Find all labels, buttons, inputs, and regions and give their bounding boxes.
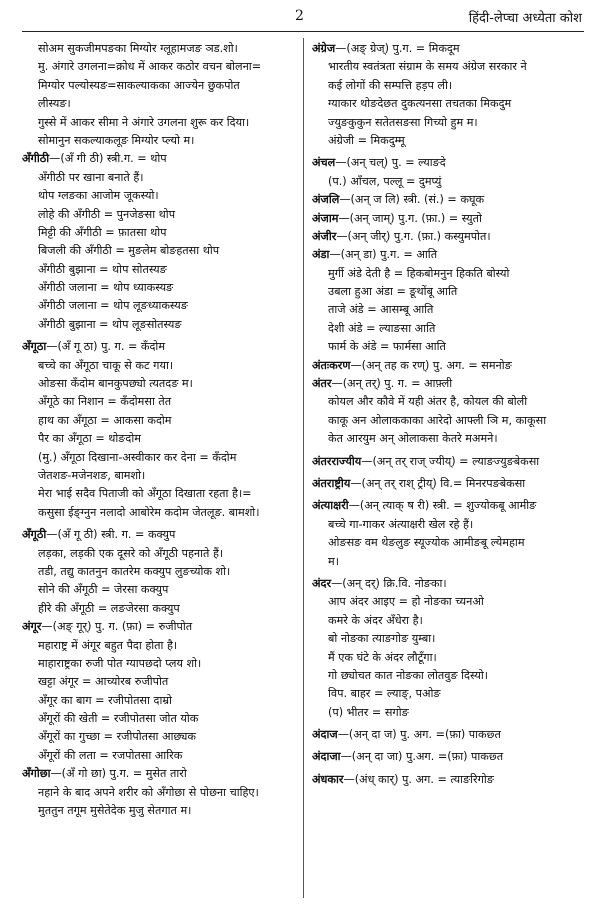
headword: अंदाजा <box>312 750 341 764</box>
entry-headword-line <box>312 357 588 375</box>
entry-text: हीरे की अँगूठी = लङजेरसा कक्युप <box>38 601 180 615</box>
entry-text: हाथ का अँगूठा = आकसा कदोम <box>38 413 172 427</box>
entry-text: उबला हुआ अंडा = ङूथोंबू आति <box>328 285 458 299</box>
entry-text: ओङसा कँदोम बानकुपछ्यो त्यतदङ म। <box>38 377 193 391</box>
entry-text-line <box>312 173 588 191</box>
headword: अंतर <box>312 377 332 391</box>
entry-text: अँगूरों का गुच्छा = रजीपोतसा आछ्यक <box>38 730 197 744</box>
entry-definition: —(अँ गो छा) पु.ग. = मुसेत तारो <box>50 767 187 781</box>
entry-text: माहाराष्ट्रका रुजी पोत ग्यापछदो प्लय शो। <box>38 656 202 670</box>
entry-text-line <box>22 58 298 76</box>
entry-text: अँगूरों की खेती = रजीपोतसा जोत योक <box>38 712 199 726</box>
entry-definition: —(अँ गू ठा) पु. ग. = कँदोम <box>46 340 166 354</box>
entry-text: ग्याकार थोङदेछत दुकत्यनसा तचतका मिकदुम <box>328 97 512 111</box>
entry-definition: —(अँ गी ठी) स्त्री.ग. = थोप <box>49 152 167 166</box>
entry-definition: —(अन् तर् राज् ज्यीय्) = ल्याङज्युङबेकसा <box>361 454 540 468</box>
page-number: 2 <box>295 8 304 24</box>
entry-text-line <box>312 283 588 301</box>
entry-text: जेतशङ-मजेनशङ, बामशो। <box>38 468 146 482</box>
entry-headword-line <box>312 575 588 593</box>
entry-text: अंग्रेजी = मिकदुम्मू <box>328 133 405 147</box>
left-column <box>22 40 298 820</box>
entry-definition: —(अन् दा ज) पु. अग. =(फ़ा) पाकछ्त <box>337 728 501 742</box>
entry-text-line <box>22 77 298 95</box>
entry-text-line <box>22 412 298 430</box>
entry-text-line <box>22 600 298 618</box>
entry-text-line <box>22 728 298 746</box>
entry-text: केत आरयुम अन् ओलाकसा केतरे मअमने। <box>328 432 498 446</box>
entry-text: खट्टा अंगूर = आच्योरब रुजीपोत <box>38 675 169 689</box>
entry-text: लीस्यङ। <box>38 97 71 111</box>
entry-headword-line <box>22 618 298 636</box>
entry-text-line <box>22 802 298 820</box>
entry-text: मैं एक घंटे के अंदर लौटूँगा। <box>328 650 437 664</box>
entry-text: अँगूरों की लता = रजपोतसा आरिक <box>38 748 183 762</box>
entry-text-line <box>22 485 298 503</box>
headword: अंतरराज्यीय <box>312 454 362 468</box>
entry-text: अँगीठी जलाना = थोप लूङध्याकस्यङ <box>38 299 188 313</box>
entry-text-line <box>22 430 298 448</box>
entry-text-line <box>312 704 588 722</box>
entry-text: कई लोगों की सम्पत्ति हड़प ली। <box>328 78 453 92</box>
entry-text: बो नोङका त्याङगोङ युम्बा। <box>328 632 436 646</box>
entry-text-line <box>312 301 588 319</box>
entry-text-line <box>312 685 588 703</box>
entry-text: नहाने के बाद अपने शरीर को अँगोछा से पोछना चाहिए। <box>38 785 259 799</box>
entry-definition: —(अन् डा) पु.ग. = आति <box>329 248 438 262</box>
entry-headword-line <box>312 228 588 246</box>
entry-text-line <box>22 504 298 522</box>
entry-headword-line <box>312 154 588 172</box>
entry-text: भारतीय स्वतंत्रता संग्राम के समय अंग्रेज सरकार ने <box>328 60 527 74</box>
headword: अंतराष्ट्रीय <box>312 476 351 490</box>
entry-text-line <box>312 612 588 630</box>
entry-text: (मु.) अँगूठा दिखाना-अस्वीकार कर देना = कँदोम <box>38 450 237 464</box>
entry-text: अँगीठी पर खाना बनाते हैं। <box>38 170 144 184</box>
headword: अँगूठा <box>22 340 47 354</box>
entry-text-line <box>312 77 588 95</box>
entry-text-line <box>22 114 298 132</box>
entry-definition: —(अङ् गूर्) पु. ग. (फ़ा) = रुजीपोत <box>41 620 193 634</box>
entry-definition: —(अन् दर्) क्रि.वि. नोङका। <box>331 576 447 590</box>
headword: अंदर <box>312 576 332 590</box>
entry-text-line <box>312 534 588 552</box>
entry-text-line <box>22 467 298 485</box>
entry-text: बिजली की अँगीठी = मुङलेम बोङहतसा थोप <box>38 244 220 258</box>
entry-text-line <box>312 132 588 150</box>
entry-definition: —(अन् तह क रण्) पु. अग. = समनोङ <box>350 358 512 372</box>
entry-text-line <box>22 40 298 58</box>
headword: अंजाम <box>312 211 339 225</box>
entry-text: सोअम सुकजीमपङका मिग्योर ग्लूहामजङ ञड.शो। <box>38 42 238 55</box>
entry-text-line <box>312 553 588 571</box>
entry-text: गो छ्योचत कात नोङका लोतवुङ दिस्यो। <box>328 668 488 682</box>
headword: अंजलि <box>312 193 340 207</box>
entry-text-line <box>22 545 298 563</box>
entry-text-line <box>22 169 298 187</box>
entry-text: काकू अन ओलाककाका आरेदो आफ्ली ञि म, काकूसा <box>328 413 547 427</box>
entry-text-line <box>312 95 588 113</box>
entry-text-line <box>22 316 298 334</box>
entry-text-line <box>22 357 298 375</box>
entry-text-line <box>312 338 588 356</box>
entry-text-line <box>22 95 298 113</box>
entry-text-line <box>22 206 298 224</box>
entry-text-line <box>22 297 298 315</box>
entry-text-line <box>312 649 588 667</box>
entry-text-line <box>312 430 588 448</box>
entry-text: ओङसङ वम थेङलुङ स्यूज्योक आमीङबू ल्येमहाम <box>328 536 525 550</box>
entry-headword-line <box>22 526 298 544</box>
entry-text-line <box>312 516 588 534</box>
entry-text-line <box>22 581 298 599</box>
entry-text: सोने की अँगूठी = जेरसा कक्युप <box>38 583 169 597</box>
entry-text-line <box>22 655 298 673</box>
entry-text: बच्चे गा-गाकर अंत्याक्षरी खेल रहे हैं। <box>328 517 474 531</box>
entry-text: महाराष्ट्र में अंगूर बहुत पैदा होता है। <box>38 638 178 652</box>
entry-text: (प) भीतर = सगोङ <box>328 705 409 719</box>
entry-text: म। <box>328 554 339 568</box>
entry-text-line <box>312 412 588 430</box>
entry-definition: —(अंध् कार्) पु. अग. = त्याङरिगोङ <box>343 772 494 786</box>
entry-text: फार्म के अंडे = फार्मसा आति <box>328 340 446 354</box>
entry-text-line <box>22 673 298 691</box>
entry-definition: —(अन् जीर्) पु.ग. (फ़ा.) कस्युमपोत। <box>336 229 491 243</box>
entry-text-line <box>22 747 298 765</box>
entry-definition: —(अँ गू ठी) स्त्री. ग. = कक्युप <box>46 528 176 542</box>
entry-text-line <box>22 261 298 279</box>
entry-text: ज्युङकुकुन सतेतसङसा गिच्यो हुम म। <box>328 115 478 129</box>
entry-headword-line <box>312 375 588 393</box>
entry-text-line <box>22 784 298 802</box>
entry-text: अँगूठे का निशान = कँदोमसा तेत <box>38 395 172 409</box>
entry-text: अँगीठी बुझाना = थोप सोतस्यङ <box>38 262 167 276</box>
entry-text: तडी, तद्यु कातनुन कातरेम कक्युप लुङच्योक शो। <box>38 564 231 578</box>
entry-text: अँगूर का बाग = रजीपोतसा दाम्रो <box>38 693 172 707</box>
entry-text: गुस्से में आकर सीमा ने अंगारे उगलना शुरू कर दिया। <box>38 115 250 129</box>
entry-text-line <box>22 242 298 260</box>
entry-text-line <box>22 187 298 205</box>
headword: अंगूर <box>22 620 42 634</box>
column-divider <box>303 38 304 898</box>
entry-text: कसुसा ईङ्ग्नुन नलादो आबोरेम कदोम जेतलूङ. बामशो। <box>38 505 260 519</box>
entry-text-line <box>312 114 588 132</box>
entry-text-line <box>22 449 298 467</box>
entry-text-line <box>22 375 298 393</box>
entry-text-line <box>312 593 588 611</box>
entry-text: लड़का, लड़की एक दूसरे को अँगूठी पहनाते हैं। <box>38 546 224 560</box>
entry-headword-line <box>312 246 588 264</box>
headword: अंधकार <box>312 772 344 786</box>
entry-text: लोहे की अँगीठी = पुनजेङसा थोप <box>38 207 176 221</box>
page-header <box>0 8 600 32</box>
entry-text: कमरे के अंदर अँधेरा है। <box>328 613 423 627</box>
entry-text: मुर्गी अंडे देती है = हिकबोमनुन हिकति बोस्यो <box>328 266 510 280</box>
right-column <box>312 40 588 789</box>
entry-text: कोयल और कौवे में यही अंतर है, कोयल की बोली <box>328 395 528 409</box>
entry-text-line <box>312 667 588 685</box>
entry-text: मिग्योर पल्योस्यङ=साकल्याकका आज्येन छुकपोत <box>38 78 240 92</box>
entry-text-line <box>312 58 588 76</box>
headword: अंचल <box>312 156 336 170</box>
entry-definition: —(अङ् ग्रेज्) पु.ग. = मिकदूम <box>335 42 460 55</box>
headword: अंतःकरण <box>312 358 351 372</box>
entry-text: मेरा भाई सदैव पिताजी को अँगूठा दिखाता रहता है।= <box>38 487 252 501</box>
entry-headword-line <box>312 191 588 209</box>
headword: अंडा <box>312 248 330 262</box>
entry-text-line <box>22 563 298 581</box>
entry-text-line <box>312 265 588 283</box>
entry-headword-line <box>312 453 588 471</box>
entry-headword-line <box>312 475 588 493</box>
headword: अँगोछा <box>22 767 51 781</box>
entry-text: देशी अंडे = ल्याङसा आति <box>328 321 436 335</box>
entry-text: मुततुन तगूम मुसेतेदेक मुजु सेतगात म। <box>38 804 192 818</box>
headword: अँगीठी <box>22 152 50 166</box>
entry-headword-line <box>22 150 298 168</box>
entry-headword-line <box>312 40 588 58</box>
entry-definition: —(अन् ज लि) स्त्री. (सं.) = कघूक <box>339 193 485 207</box>
headword: अंदाज <box>312 728 338 742</box>
entry-text: विप. बाहर = ल्याङ्, पओङ <box>328 687 441 701</box>
headword: अंजीर <box>312 229 337 243</box>
entry-headword-line <box>312 771 588 789</box>
entry-text-line <box>312 393 588 411</box>
entry-headword-line <box>312 748 588 766</box>
entry-text: पैर का अँगूठा = थोङदोम <box>38 432 141 446</box>
entry-definition: —(अन् तर् राश् ट्रीय्) वि.= मिनरपङबेकसा <box>350 476 526 490</box>
headword: अंत्याक्षरी <box>312 499 349 513</box>
entry-text: बच्चे का अँगूठा चाकू से कट गया। <box>38 358 174 372</box>
entry-definition: —(अन् त्याक् ष री) स्त्री. = शुज्योकबू आमीङ <box>348 499 537 513</box>
headword: अँगूठी <box>22 528 47 542</box>
entry-text-line <box>22 132 298 150</box>
headword: अंग्रेज <box>312 42 336 55</box>
entry-text-line <box>22 692 298 710</box>
entry-text-line <box>22 637 298 655</box>
entry-text: सोमानुन सकल्याकलूङ मिग्योर प्ल्यो म। <box>38 133 195 147</box>
entry-text: आप अंदर आइए = हो नोङका च्यनओ <box>328 595 484 609</box>
entry-text-line <box>22 393 298 411</box>
entry-headword-line <box>22 765 298 783</box>
entry-text: मु. अंगारे उगलना=क्रोध में आकर कठोर वचन बोलना= <box>38 60 262 74</box>
entry-text: ताजे अंडे = आसम्बू आति <box>328 303 434 317</box>
entry-text: अँगीठी बुझाना = थोप लूङसोतस्यङ <box>38 317 182 331</box>
header-rule <box>22 31 584 32</box>
entry-text: मिट्टी की अँगीठी = फ़ातसा थोप <box>38 225 167 239</box>
entry-definition: —(अन् जाम्) पु.ग. (फ़ा.) = स्युतो <box>338 211 482 225</box>
entry-text-line <box>22 224 298 242</box>
entry-text-line <box>312 320 588 338</box>
entry-definition: —(अन् तर्) पु. ग. = आफ़्ली <box>331 377 453 391</box>
entry-text: अँगीठी जलाना = थोप ध्याकस्यङ <box>38 281 174 295</box>
entry-headword-line <box>312 497 588 515</box>
entry-headword-line <box>22 338 298 356</box>
running-title: हिंदी-लेप्चा अध्येता कोश <box>468 11 582 26</box>
entry-headword-line <box>312 210 588 228</box>
entry-headword-line <box>312 726 588 744</box>
entry-text-line <box>312 630 588 648</box>
entry-definition: —(अन् दा जा) पु.अग. =(फ़ा) पाकछ्त <box>340 750 504 764</box>
entry-text-line <box>22 710 298 728</box>
entry-text: थोप ग्लङका आजोम जूकस्यो। <box>38 189 159 203</box>
entry-definition: —(अन् चल्) पु. = ल्याङदे <box>335 156 446 170</box>
entry-text-line <box>22 279 298 297</box>
entry-text: (प.) आँचल, पल्लू = दुमप्युं <box>328 174 442 188</box>
